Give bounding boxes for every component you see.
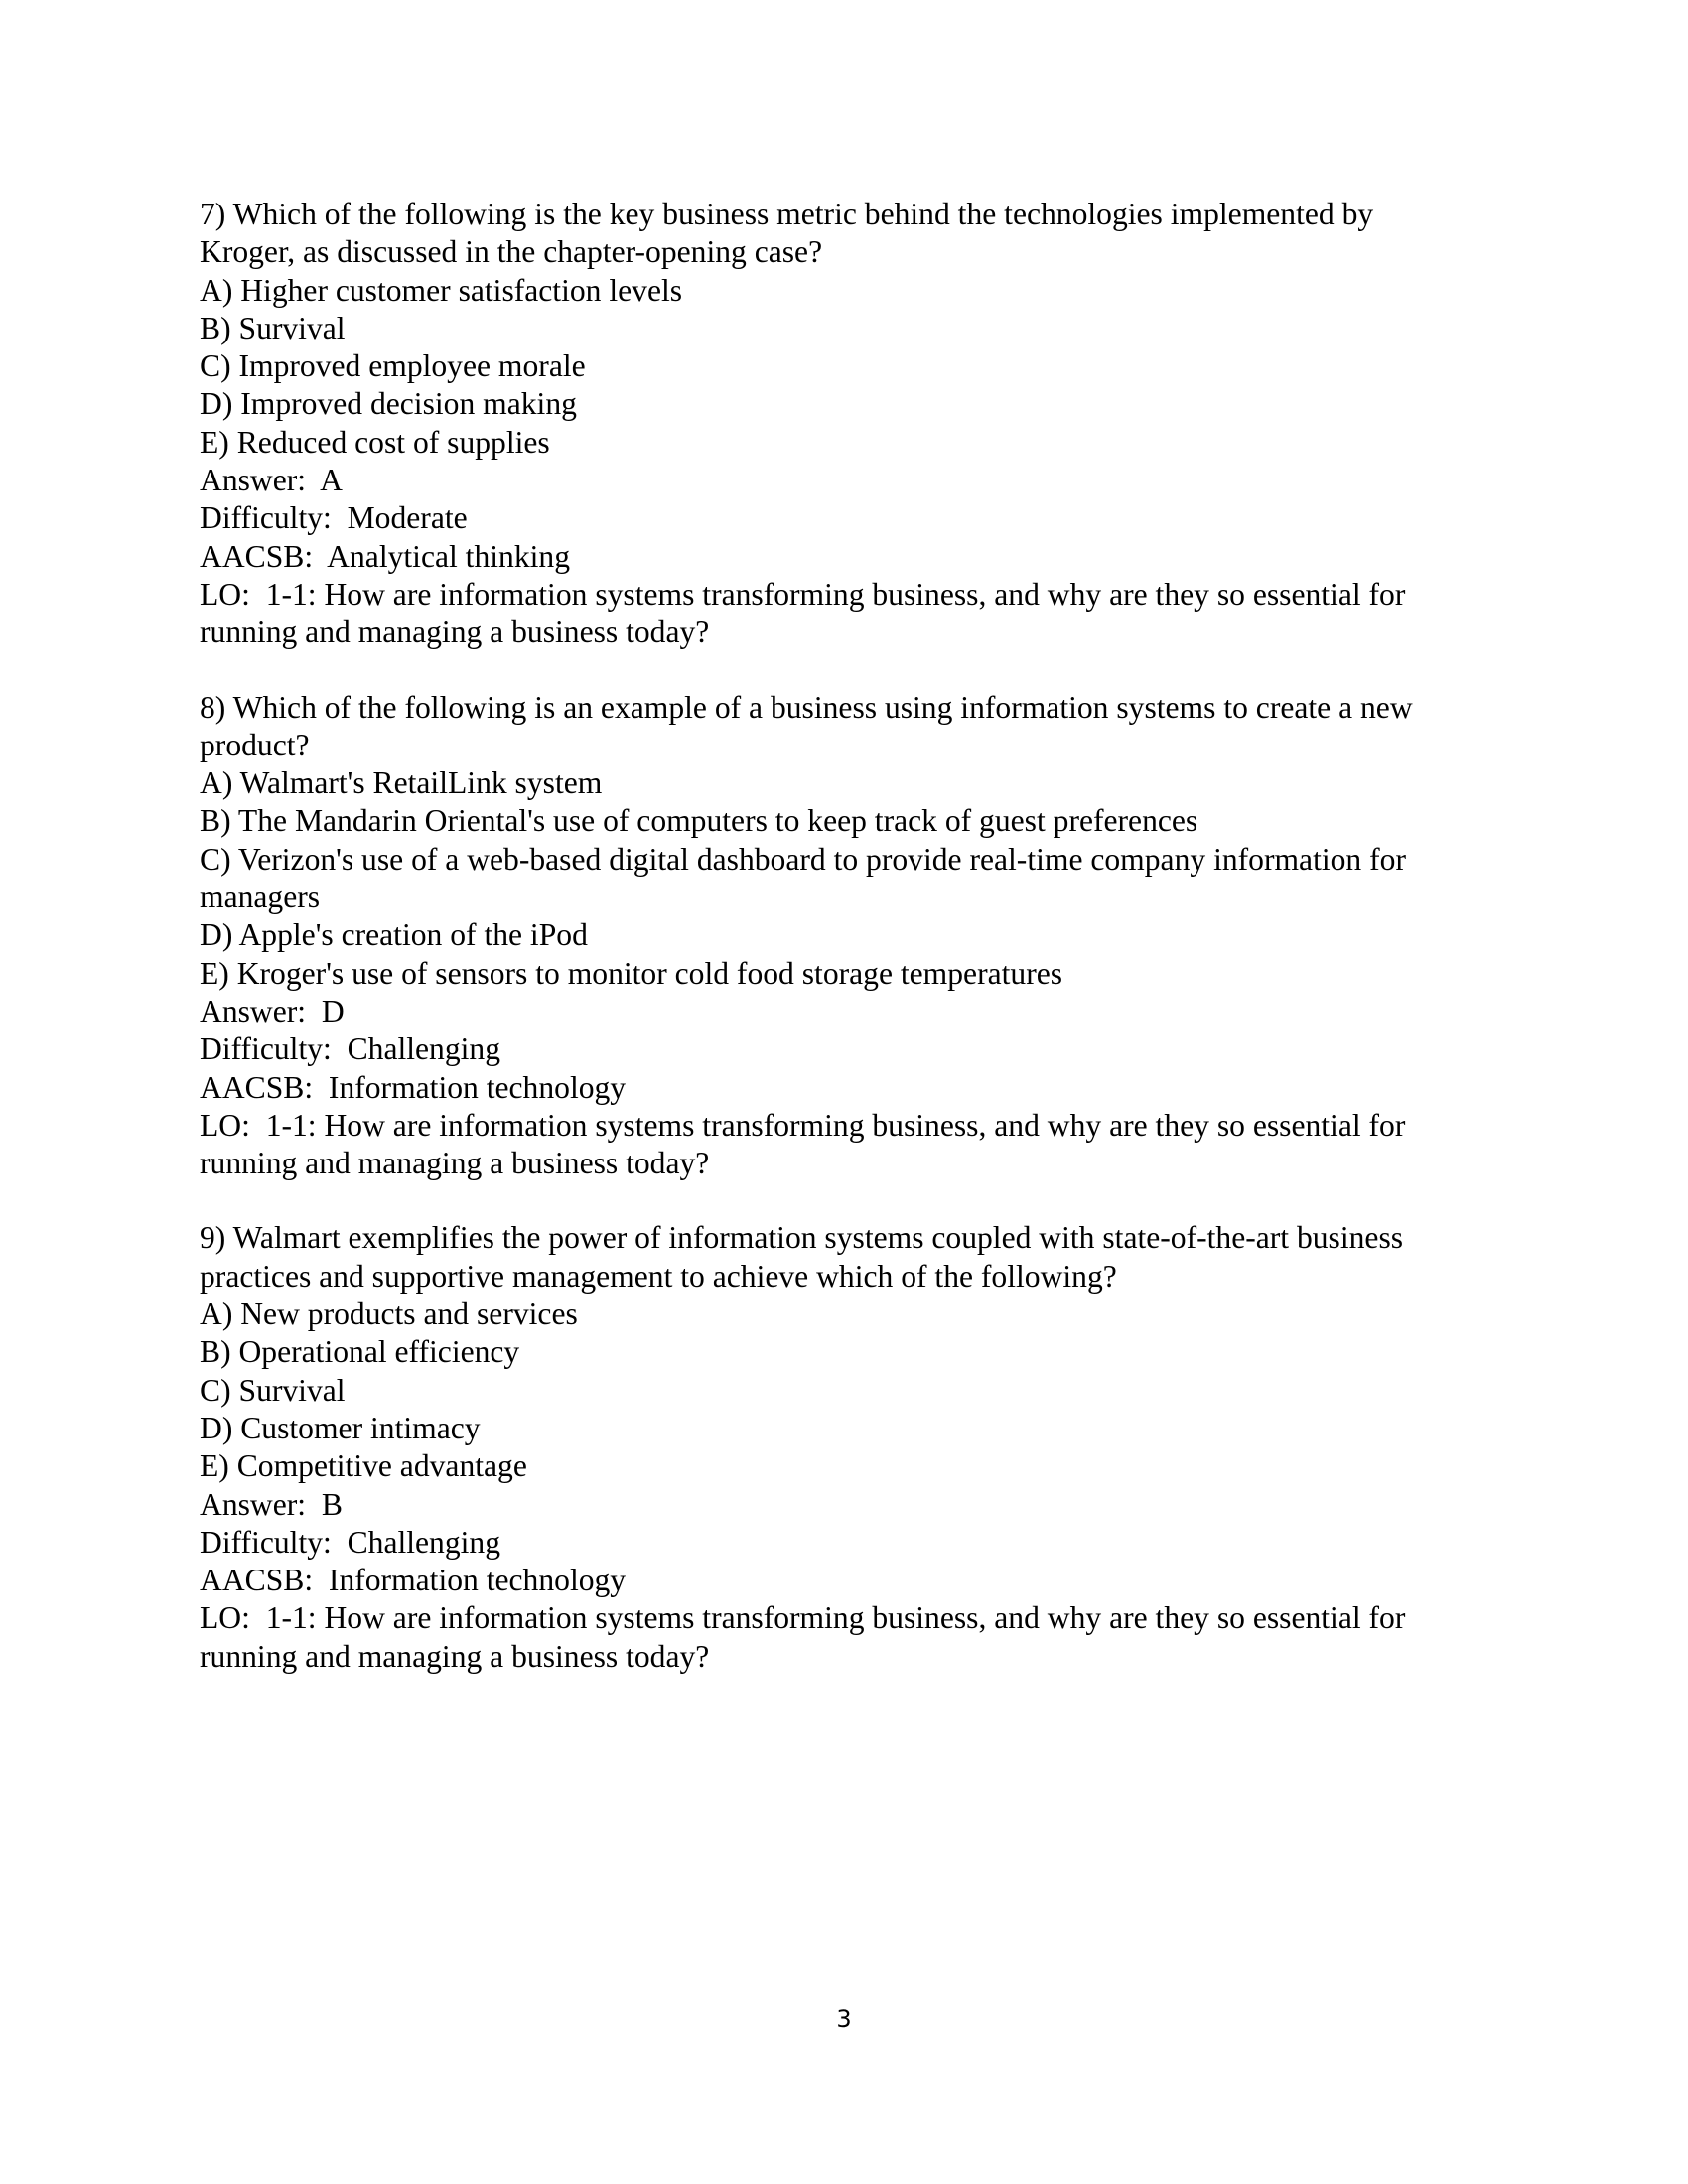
answer-option-c: C) Verizon's use of a web-based digital dashboard to provide real-time company information for managers [200,841,1414,915]
aacsb-label: AACSB: Analytical thinking [200,538,570,574]
page-number: 3 [836,2005,852,2033]
page-content [200,196,1490,1676]
difficulty-label: Difficulty: Challenging [200,1524,501,1560]
answer-option-a: A) New products and services [200,1297,578,1332]
question-7 [200,196,1490,652]
answer-option-b: B) Survival [200,310,346,345]
difficulty-label: Difficulty: Challenging [200,1031,501,1067]
answer-option-b: B) The Mandarin Oriental's use of computers to keep track of guest preferences [200,803,1198,839]
answer-option-e: E) Competitive advantage [200,1448,527,1484]
answer-option-d: D) Apple's creation of the iPod [200,917,588,953]
answer-option-e: E) Reduced cost of supplies [200,424,550,460]
aacsb-label: AACSB: Information technology [200,1069,627,1105]
answer-key: Answer: D [200,993,345,1028]
answer-option-e: E) Kroger's use of sensors to monitor cold food storage temperatures [200,955,1063,991]
aacsb-label: AACSB: Information technology [200,1563,627,1598]
difficulty-label: Difficulty: Moderate [200,500,468,536]
answer-key: Answer: B [200,1486,343,1522]
answer-option-a: A) Higher customer satisfaction levels [200,272,683,308]
learning-objective: LO: 1-1: How are information systems transforming business, and why are they so essential for running and managing a business today? [200,576,1414,650]
question-9 [200,1219,1490,1676]
learning-objective: LO: 1-1: How are information systems transforming business, and why are they so essential for running and managing a business today? [200,1600,1414,1674]
answer-option-c: C) Improved employee morale [200,348,586,384]
answer-option-d: D) Improved decision making [200,386,577,422]
question-stem: 7) Which of the following is the key business metric behind the technologies implemented by Kroger, as discussed in the chapter-opening case? [200,197,1382,270]
question-stem: 8) Which of the following is an example of a business using information systems to create a new product? [200,689,1421,762]
answer-key: Answer: A [200,463,343,498]
answer-option-d: D) Customer intimacy [200,1410,481,1445]
learning-objective: LO: 1-1: How are information systems transforming business, and why are they so essential for running and managing a business today? [200,1107,1414,1181]
question-stem: 9) Walmart exemplifies the power of information systems coupled with state-of-the-art business practices and supportive management to achieve which of the following? [200,1220,1411,1294]
answer-option-b: B) Operational efficiency [200,1334,520,1370]
answer-option-a: A) Walmart's RetailLink system [200,765,603,801]
answer-option-c: C) Survival [200,1372,346,1408]
question-8 [200,689,1490,1183]
